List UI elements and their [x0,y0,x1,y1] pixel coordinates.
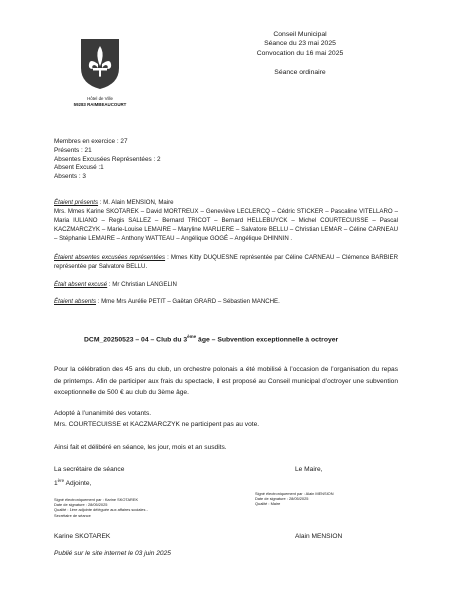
secretary-signature-stamp [54,497,148,518]
deliberation-title-suffix: âge – Subvention exceptionnelle à octroyer [196,336,339,344]
excused-represented-paragraph [54,254,398,272]
council-title: Conseil Municipal [273,31,327,38]
absents-label: Étaient absents [54,298,97,305]
mayor-name: Alain MENSION [295,533,343,540]
secretary-stamp-line4: Secrétaire de séance [54,512,91,518]
presents-paragraph [54,199,398,244]
deliberation-title-sup: ème [187,334,197,339]
adoption-text: Adopté à l’unanimité des votants. [54,410,152,417]
secretary-title [54,464,124,489]
presents-label: Étaient présents [54,199,99,206]
secretary-role: La secrétaire de séance [54,466,125,473]
crest-caption-line1: Hôtel de Ville [87,96,113,101]
stat-members: Membres en exercice : 27 [54,138,128,145]
secretary-subtitle-prefix: 1 [54,480,58,488]
deliberation-title-prefix: DCM_20250523 – 04 – Club du 3 [84,336,188,344]
mayor-signature-stamp [255,491,334,507]
excused-text: : Mr Christian LANGELIN [107,281,177,288]
presents-list: Mrs. Mmes Karine SKOTAREK – David MORTREUX – Geneviève LECLERCQ – Cédric STICKER – Pascaline VITELLARO – Maria IULIANO – Regis SALLEZ – Bernard TRICOT – Bernard HELLEBUYCK – Michel COURTECUISSE – Pascal KACZMARCZYK – Marie-Louise LEMAIRE – Maryline MARLIERE – Salvatore BELLU – Christian LEMAR – Céline CARNEAU – Stéphanie LEMAIRE – Anthony WATTEAU – Angélique GOGÉ – Angélique DHINNIN . [54,207,398,242]
stat-present: Présents : 21 [54,146,92,154]
secretary-stamp-line3: Qualité : 1ère adjointe déléguée aux affaires sociales - [54,507,148,513]
stat-excused-represented: Absentes Excusées Représentées : 2 [54,155,161,163]
excused-label: Était absent excusé [54,281,108,288]
abstention-text: Mrs. COURTECUISSE et KACZMARCZYK ne participent pas au vote. [54,421,260,428]
presents-text: : M. Alain MENSION, Maire [98,199,174,206]
secretary-subtitle-sup: ère [57,478,65,483]
absents-text: : Mme Mrs Aurélie PETIT – Gaëtan GRARD – Sébastien MANCHE. [96,298,280,305]
closing-text: Ainsi fait et délibéré en séance, les jour, mois et an susdits. [54,444,227,451]
town-crest-logo [80,38,120,90]
fleur-de-lis-icon [80,38,120,90]
attendance-stats [54,138,161,182]
secretary-stamp-line2: Date de signature : 28/05/2025 [54,502,108,508]
secretary-subtitle [54,475,124,489]
secretary-name: Karine SKOTAREK [54,533,111,540]
mayor-title: Le Maire, [295,466,323,473]
mayor-stamp-line1: Signé électroniquement par : Alain MENSION [255,491,334,496]
publication-note: Publié sur le site internet le 03 juin 2025 [54,550,171,557]
stat-absent: Absents : 3 [54,173,86,181]
crest-caption-line2: 59283 RAIMBEAUCOURT [73,102,127,107]
crest-caption [62,96,138,108]
secretary-stamp-line1: Signé électroniquement par : Karine SKOTAREK [54,497,139,502]
mayor-stamp-line2: Date de signature : 28/05/2025 [255,496,309,502]
mayor-stamp-line3: Qualité : Maire [255,501,281,507]
stat-excused: Absent Excusé :1 [54,164,104,172]
excused-represented-text: : Mmes Kitty DUQUESNE représentée par Céline CARNEAU – Clémence BARBIER représentée par Salvatore BELLU. [54,254,398,270]
convocation-date: Convocation du 16 mai 2025 [256,49,344,57]
excused-paragraph [54,281,398,290]
document-header [215,30,385,78]
session-type: Séance ordinaire [274,69,326,77]
excused-represented-label: Étaient absentes excusées représentées [54,254,166,261]
absents-paragraph [54,298,398,307]
deliberation-body: Pour la célébration des 45 ans du club, un orchestre polonais a été mobilisé à l’occasion de l’organisation du repas de printemps. Afin de participer aux frais du spectacle, il est proposé au Conseil municipal d’octroyer une subvention exceptionnelle de 500 € au club du 3ème âge. [54,366,398,397]
deliberation-title [84,332,384,344]
session-date: Séance du 23 mai 2025 [264,40,336,48]
secretary-subtitle-suffix: Adjointe, [64,480,92,488]
